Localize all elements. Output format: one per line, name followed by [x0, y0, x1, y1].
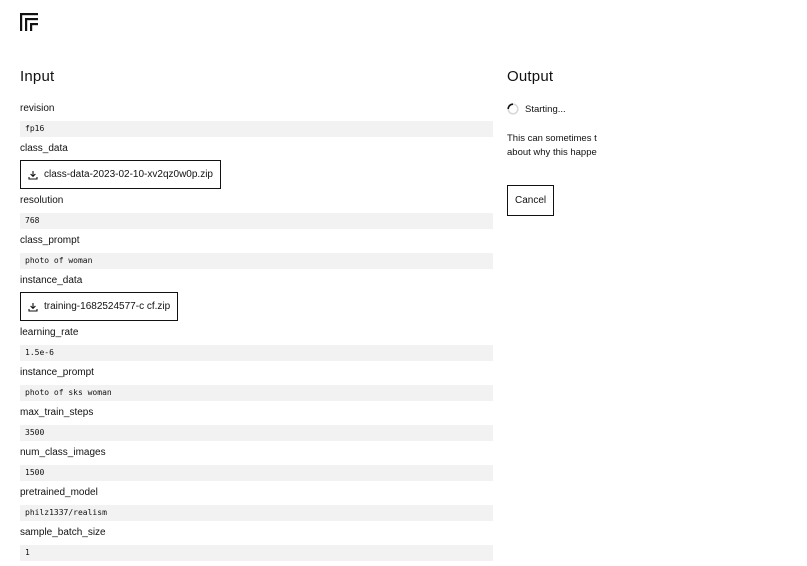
field-value: 1.5e-6: [20, 345, 493, 361]
field-learning-rate: [20, 326, 493, 361]
field-resolution: [20, 194, 493, 229]
field-num-class-images: [20, 446, 493, 481]
field-value: fp16: [20, 121, 493, 137]
spinner-icon: [507, 103, 519, 115]
status-note-line-1: This can sometimes t: [507, 133, 597, 144]
field-label: max_train_steps: [20, 407, 94, 418]
field-revision: [20, 102, 493, 137]
field-class-prompt: [20, 234, 493, 269]
field-value: 1: [20, 545, 493, 561]
field-instance-prompt: [20, 366, 493, 401]
cancel-button[interactable]: Cancel: [507, 185, 554, 216]
status-note-line-2: about why this happe: [507, 147, 597, 158]
file-name: training-1682524577-c cf.zip: [44, 301, 171, 312]
replicate-logo-icon[interactable]: [20, 13, 38, 31]
field-label: resolution: [20, 195, 64, 206]
field-label: instance_prompt: [20, 367, 94, 378]
input-title: Input: [20, 68, 55, 85]
field-class-data: [20, 142, 493, 194]
status-text: Starting...: [525, 103, 566, 115]
field-label: num_class_images: [20, 447, 106, 458]
field-label: sample_batch_size: [20, 527, 106, 538]
field-label: instance_data: [20, 275, 83, 286]
file-download-button[interactable]: [20, 160, 221, 189]
download-icon: [28, 170, 38, 180]
field-value: 1500: [20, 465, 493, 481]
field-value: 768: [20, 213, 493, 229]
field-label: class_data: [20, 143, 68, 154]
output-panel: [507, 68, 627, 216]
field-pretrained-model: [20, 486, 493, 521]
file-name: class-data-2023-02-10-xv2qz0w0p.zip: [44, 169, 213, 180]
status-indicator: [507, 103, 627, 115]
field-label: revision: [20, 103, 55, 114]
download-icon: [28, 302, 38, 312]
field-label: class_prompt: [20, 235, 80, 246]
field-value: philz1337/realism: [20, 505, 493, 521]
input-fields: [20, 102, 493, 561]
field-value: photo of woman: [20, 253, 493, 269]
field-label: pretrained_model: [20, 487, 98, 498]
field-value: photo of sks woman: [20, 385, 493, 401]
field-instance-data: [20, 274, 493, 326]
file-download-button[interactable]: [20, 292, 178, 321]
field-max-train-steps: [20, 406, 493, 441]
output-title: Output: [507, 68, 554, 85]
input-panel: [20, 68, 493, 566]
field-value: 3500: [20, 425, 493, 441]
status-note: [507, 132, 807, 160]
field-label: learning_rate: [20, 327, 79, 338]
field-sample-batch-size: [20, 526, 493, 561]
